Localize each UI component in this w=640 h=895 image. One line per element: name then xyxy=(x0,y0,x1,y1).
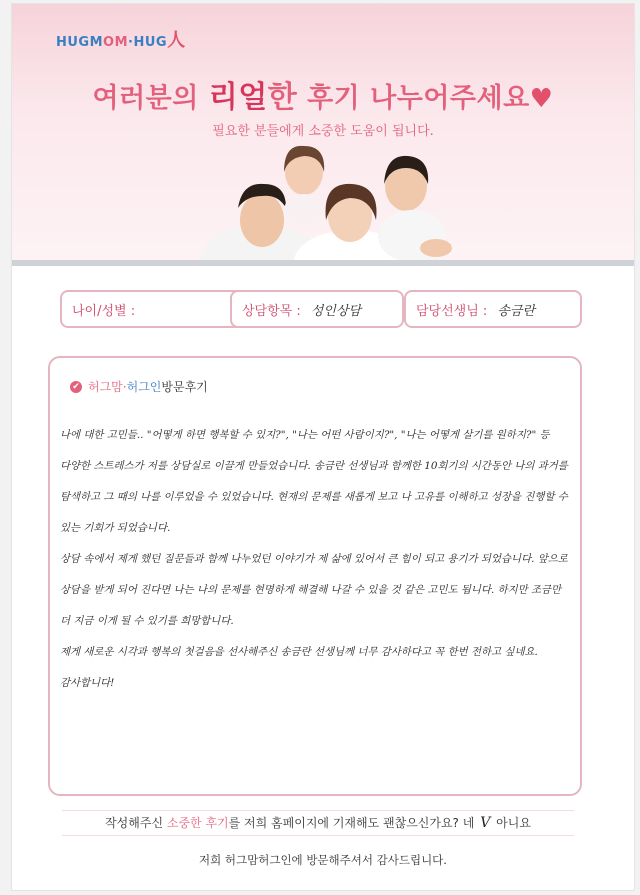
consent-yes-option[interactable]: 네 xyxy=(462,816,475,830)
logo-text-hugm: HUGM xyxy=(56,35,104,50)
heading-separator: · xyxy=(122,379,127,394)
category-value: 성인상담 xyxy=(310,303,361,319)
consent-text-post: 를 저희 홈페이지에 기재해도 괜찮으신가요? xyxy=(228,816,459,830)
daughter-shirt xyxy=(284,194,324,226)
heading-hugin: 허그인 xyxy=(126,380,162,394)
heading-hugmom: 허그맘 xyxy=(88,380,123,394)
category-label: 상담항목 : xyxy=(242,303,301,319)
header-divider xyxy=(12,260,634,266)
title-pre: 여러분의 xyxy=(92,83,209,114)
check-circle-icon: ✔ xyxy=(70,381,82,393)
handwritten-review-text xyxy=(60,420,570,699)
review-paragraph: 나에 대한 고민들.. "어떻게 하면 행복할 수 있지?", "나는 어떤 사람이지?", "나는 어떻게 살기를 원하지?" 등 다양한 스트레스가 저를 상담실로 이끌게 만들었습니다. 송금란 선생님과 함께한 10회기의 시간동안 나의 과거를 탐색하고 그 때의 나를 이루었을 수 있었습니다. 현재의 문제를 새롭게 보고 나 고유를 이해하고 성장을 진행할 수 있는 기회가 되었습니다. xyxy=(60,429,568,534)
title-emphasis-real: 리얼 xyxy=(208,80,268,115)
consent-no-option[interactable]: 아니요 xyxy=(496,816,531,830)
header-banner xyxy=(12,4,634,266)
father-face xyxy=(240,193,284,247)
review-paragraph: 제게 새로운 시각과 행복의 첫걸음을 선사해주신 송금란 선생님께 너무 감사하다고 꼭 한번 전하고 싶네요. 감사합니다! xyxy=(60,646,538,689)
title-emphasis-han: 한 xyxy=(267,80,298,115)
logo-text-hug: ·HUG xyxy=(128,35,168,50)
consent-text-emphasis: 소중한 후기 xyxy=(166,816,229,830)
page-subtitle: 필요한 분들에게 소중한 도움이 됩니다. xyxy=(212,124,434,139)
title-post: 후기 나누어주세요 xyxy=(297,83,530,114)
heading-visit-review: 방문후기 xyxy=(161,380,208,394)
thank-you-note: 저희 허그맘허그인에 방문해주셔서 감사드립니다. xyxy=(199,853,447,867)
handwritten-checkmark: V xyxy=(480,815,491,831)
logo-text-om: OM xyxy=(103,35,129,50)
brand-logo xyxy=(56,26,186,52)
review-form-sheet xyxy=(12,4,634,890)
counselor-label: 담당선생님 : xyxy=(416,303,488,319)
review-heading xyxy=(70,378,208,395)
family-photo xyxy=(192,136,482,264)
category-field[interactable] xyxy=(230,290,404,328)
consent-text-pre: 작성해주신 xyxy=(105,816,167,830)
age-gender-label: 나이/성별 : xyxy=(72,303,136,319)
page-title xyxy=(12,72,634,116)
son-hand xyxy=(420,239,452,257)
logo-mark-icon: 人 xyxy=(167,30,186,51)
consent-question xyxy=(62,810,574,836)
counselor-field[interactable] xyxy=(404,290,582,328)
review-paragraph: 상담 속에서 제게 했던 질문들과 함께 나누었던 이야기가 제 삶에 있어서 큰 힘이 되고 용기가 되었습니다. 앞으로 상담을 받게 되어 진다면 나는 나의 문제를 현명하게 해결해 나갈 수 있을 것 같은 고민도 됩니다. 하지만 조금만 더 지금 이게 될 수 있기를 희망합니다. xyxy=(60,553,568,627)
heart-icon: ♥ xyxy=(529,84,554,114)
review-panel[interactable] xyxy=(48,356,582,796)
counselor-value: 송금란 xyxy=(497,303,535,319)
